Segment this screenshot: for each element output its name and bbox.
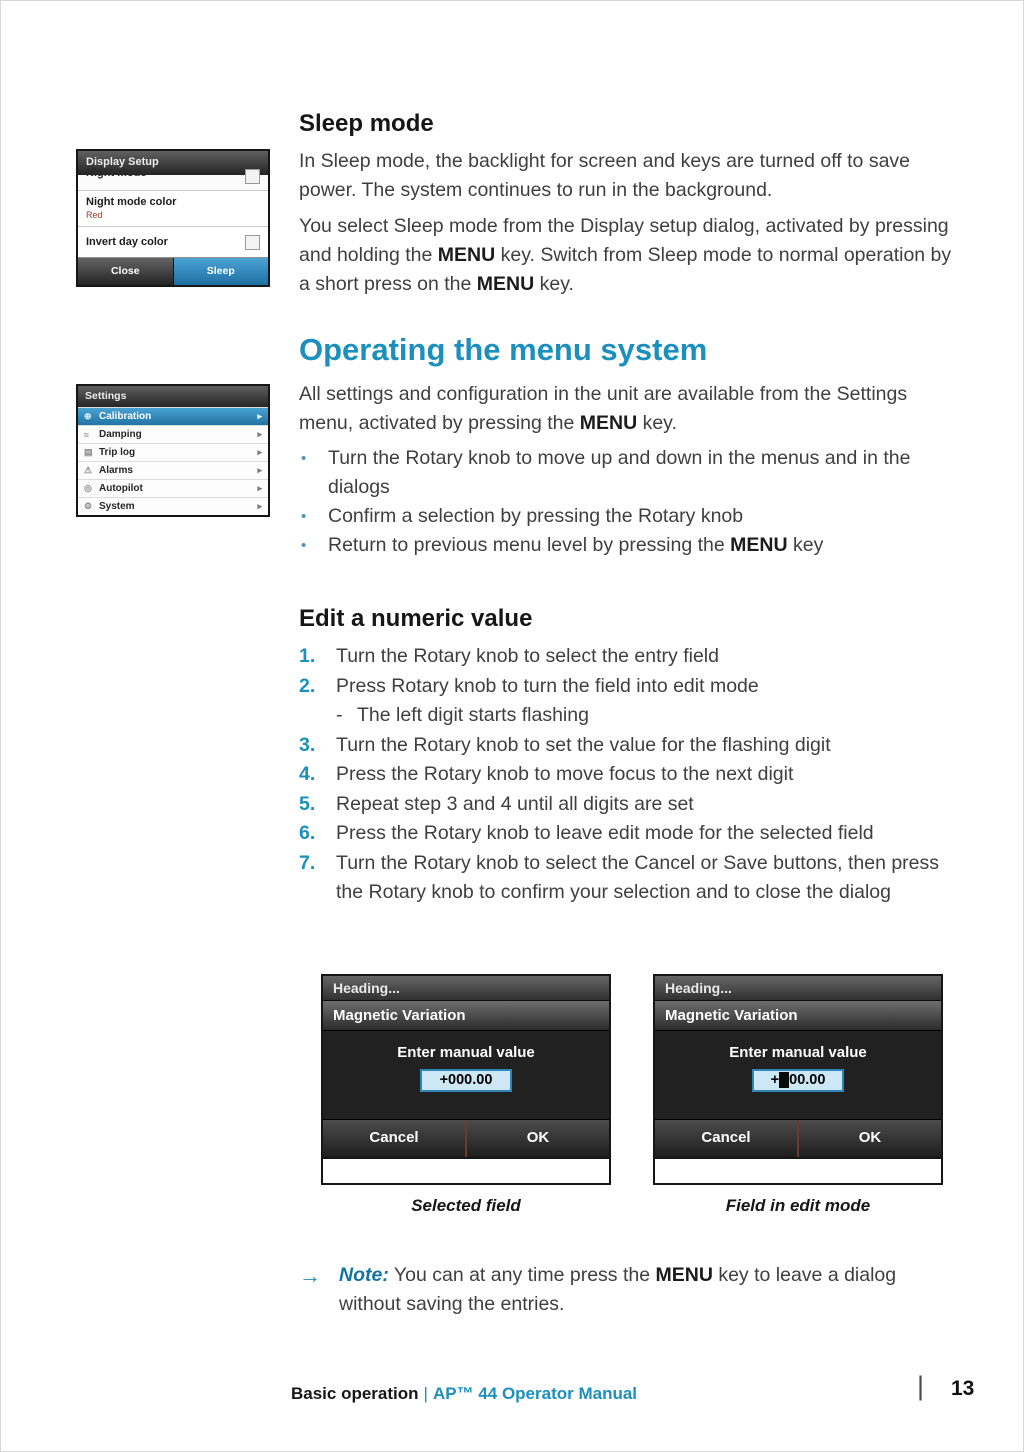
step-item [299, 642, 967, 672]
list-item [301, 531, 967, 560]
alarms-icon: ⚠ [84, 465, 93, 475]
text: All settings and configuration in the unit are available from the Settings menu, activated by pressing the [299, 383, 908, 434]
night-mode-color-row[interactable] [78, 191, 268, 227]
settings-item-system[interactable] [78, 497, 268, 515]
footer [291, 1384, 637, 1404]
row-value: Red [86, 210, 103, 220]
paragraph [299, 380, 939, 438]
page-number: 13 [951, 1377, 975, 1400]
ok-button[interactable]: OK [465, 1120, 609, 1157]
item-label: System [99, 501, 135, 512]
dialog-window-title: Heading... [323, 976, 609, 1001]
item-label: Trip log [99, 447, 136, 458]
value-input[interactable] [752, 1069, 844, 1092]
numbered-steps [299, 642, 967, 908]
text: Repeat step 3 and 4 until all digits are set [336, 792, 694, 815]
invert-day-color-row[interactable] [78, 227, 268, 258]
item-label: Autopilot [99, 483, 143, 494]
value-prefix: + [770, 1072, 780, 1088]
text: Return to previous menu level by pressing the [328, 534, 731, 556]
text: Press the Rotary knob to leave edit mode for the selected field [336, 822, 874, 844]
settings-menu-figure [76, 384, 270, 517]
note-block [299, 1261, 939, 1319]
text: key to leave a dialog without saving the entries. [339, 1264, 897, 1315]
dialog-section-bar: Magnetic Variation [323, 1001, 609, 1031]
dialog-section-bar: Magnetic Variation [655, 1001, 941, 1031]
footer-manual-title: AP™ 44 Operator Manual [432, 1384, 638, 1403]
note-arrow-icon: → [299, 1263, 321, 1288]
figure-caption: Selected field [411, 1196, 521, 1215]
system-icon: ⚙ [84, 501, 93, 511]
prompt-text: Enter manual value [729, 1044, 867, 1061]
step-item [299, 672, 967, 702]
step-number: 3. [299, 733, 316, 756]
partial-row [78, 167, 268, 191]
paragraph [299, 147, 955, 205]
menu-title-bar: Settings [78, 386, 268, 407]
value-dialog [653, 974, 943, 1185]
chevron-right-icon: ▸ [257, 429, 262, 439]
text: Press the Rotary knob to move focus to the next digit [336, 763, 794, 785]
chevron-right-icon: ▸ [257, 447, 262, 457]
text: key. [534, 273, 574, 295]
bullet-icon: • [301, 450, 307, 467]
dialog-body [655, 1031, 941, 1119]
note-label: Note: [339, 1264, 389, 1286]
damping-icon: ≈ [84, 429, 89, 440]
text: key [787, 534, 824, 556]
screen-background-strip [655, 1157, 941, 1183]
substep-item [336, 701, 967, 731]
text [328, 531, 967, 560]
value-rest: 00.00 [789, 1072, 826, 1088]
dash-marker: - [336, 704, 343, 726]
step-number: 5. [299, 792, 316, 815]
row-label: Night mode color [86, 196, 177, 208]
chevron-right-icon: ▸ [257, 411, 262, 421]
trip-log-icon: ▤ [84, 447, 93, 457]
edit-numeric-heading: Edit a numeric value [299, 605, 533, 632]
dialog-body [323, 1031, 609, 1119]
value-dialog-figures [321, 974, 943, 1216]
night-mode-checkbox[interactable] [245, 169, 260, 184]
bullet-list [301, 444, 967, 560]
step-item [299, 790, 967, 820]
chevron-right-icon: ▸ [257, 465, 262, 475]
calibration-icon: ⊕ [84, 411, 92, 421]
text: You can at any time press the [388, 1264, 656, 1286]
value-input[interactable] [420, 1069, 512, 1092]
dialog-buttons [78, 258, 268, 285]
step-item [299, 731, 967, 761]
text: key. [637, 412, 677, 434]
text: Confirm a selection by pressing the Rotary knob [328, 505, 744, 527]
text: In Sleep mode, the backlight for screen and keys are turned off to save power. The system continues to run in the background. [299, 150, 911, 201]
step-item [299, 760, 967, 790]
partial-row-label: Night mode [86, 167, 147, 179]
bullet-icon: • [301, 537, 307, 554]
close-button[interactable]: Close [78, 258, 173, 285]
text: Press Rotary knob to turn the field into edit mode [336, 674, 759, 697]
step-item [299, 819, 967, 849]
selected-field-figure [321, 974, 611, 1216]
list-item [301, 444, 967, 502]
value-dialog [321, 974, 611, 1185]
text: The left digit starts flashing [357, 704, 589, 726]
cancel-button[interactable]: Cancel [701, 1129, 751, 1146]
text: Turn the Rotary knob to move up and down in the menus and in the dialogs [328, 447, 911, 498]
operating-menu-heading: Operating the menu system [299, 332, 708, 367]
step-number: 7. [299, 851, 316, 874]
cancel-button[interactable]: Cancel [369, 1129, 419, 1146]
value-text: +000.00 [439, 1072, 493, 1088]
step-number: 1. [299, 645, 316, 667]
ok-button[interactable]: OK [797, 1120, 941, 1157]
menu-key-label: MENU [655, 1264, 713, 1286]
settings-item-alarms[interactable] [78, 461, 268, 479]
chevron-right-icon: ▸ [257, 501, 262, 511]
dialog-button-bar [323, 1119, 609, 1157]
footer-divider: | [917, 1371, 925, 1401]
invert-day-color-checkbox[interactable] [245, 235, 260, 250]
autopilot-icon: ◎ [84, 483, 92, 493]
settings-item-autopilot[interactable] [78, 479, 268, 497]
dialog-window-title: Heading... [655, 976, 941, 1001]
list-item [301, 502, 967, 531]
display-setup-dialog-figure [76, 149, 270, 287]
footer-section: Basic operation [291, 1384, 419, 1403]
menu-key-label: MENU [730, 534, 788, 556]
edit-mode-figure [653, 974, 943, 1216]
text: You select Sleep mode from the Display setup dialog, activated by pressing and holding the [299, 215, 949, 266]
menu-key-label: MENU [437, 244, 496, 266]
bullet-icon: • [301, 508, 307, 525]
text: Turn the Rotary knob to select the Cancel or Save buttons, then press the Rotary knob to confirm your selection and to close the dialog [336, 851, 940, 903]
sleep-button[interactable]: Sleep [173, 258, 269, 285]
row-label: Invert day color [86, 236, 168, 248]
figure-caption: Field in edit mode [725, 1196, 871, 1215]
sleep-mode-heading: Sleep mode [299, 110, 434, 137]
screen-background-strip [323, 1157, 609, 1183]
note-text [339, 1261, 923, 1319]
dialog-button-bar [655, 1119, 941, 1157]
text: Turn the Rotary knob to set the value for the flashing digit [336, 733, 831, 756]
item-label: Alarms [99, 465, 133, 476]
step-number: 4. [299, 763, 316, 785]
item-label: Calibration [99, 411, 152, 422]
chevron-right-icon: ▸ [257, 483, 262, 493]
menu-key-label: MENU [579, 412, 638, 434]
settings-item-trip-log[interactable] [78, 443, 268, 461]
item-label: Damping [99, 429, 142, 440]
step-number: 6. [299, 822, 316, 844]
prompt-text: Enter manual value [397, 1044, 535, 1061]
settings-item-calibration[interactable] [78, 407, 268, 425]
settings-item-damping[interactable] [78, 425, 268, 443]
step-item [299, 849, 967, 908]
menu-key-label: MENU [476, 273, 535, 295]
text: key. Switch from Sleep mode to normal operation by a short press on the [299, 244, 952, 295]
flashing-digit-cursor: 0 [780, 1072, 789, 1088]
footer-separator: | [423, 1384, 428, 1403]
step-number: 2. [299, 674, 316, 697]
dialog-title-bar: Display Setup [78, 151, 268, 175]
text: Turn the Rotary knob to select the entry field [336, 645, 719, 667]
paragraph [299, 212, 965, 299]
